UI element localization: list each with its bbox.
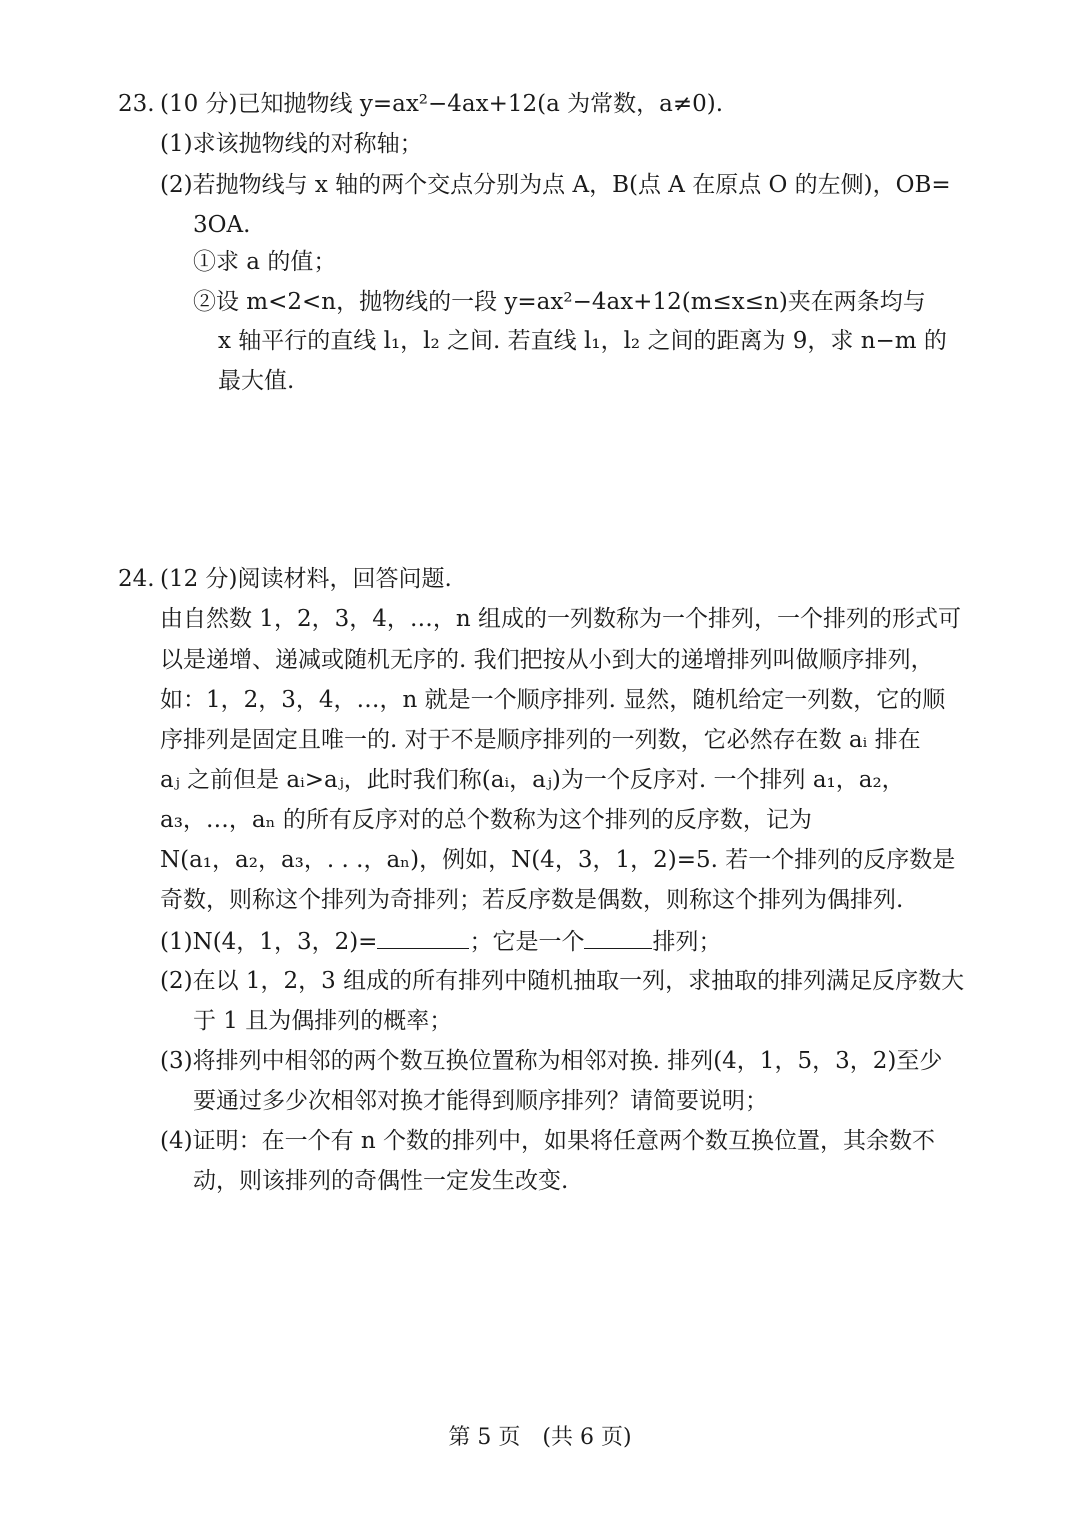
part-1-prefix: (1)N(4，1，3，2)= <box>160 929 378 955</box>
material-line: N(a₁，a₂，a₃，. . .，aₙ)，例如，N(4，3，1，2)=5. 若一个排列的反序数是 <box>160 847 956 873</box>
material-line: 序排列是固定且唯一的. 对于不是顺序排列的一列数，它必然存在数 aᵢ 排在 <box>160 727 921 753</box>
question-23-part-2: (2)若抛物线与 x 轴的两个交点分别为点 A，B(点 A 在原点 O 的左侧)，OB= <box>160 172 951 198</box>
question-23-number: 23. <box>118 91 155 117</box>
question-23-subpart-2-cont: x 轴平行的直线 l₁，l₂ 之间. 若直线 l₁，l₂ 之间的距离为 9，求 n−m 的 <box>218 328 947 354</box>
question-23-subpart-2-end: 最大值. <box>218 368 295 394</box>
material-line: 由自然数 1，2，3，4，…，n 组成的一列数称为一个排列，一个排列的形式可 <box>160 606 961 632</box>
question-23-part-2-cont: 3OA. <box>193 212 251 238</box>
answer-blank-parity[interactable] <box>584 926 652 949</box>
page-footer: 第 5 页 (共 6 页) <box>448 1425 632 1450</box>
question-24-intro: (12 分)阅读材料，回答问题. <box>160 566 452 592</box>
question-24-part-2-cont: 于 1 且为偶排列的概率； <box>193 1008 453 1034</box>
question-24-number: 24. <box>118 566 155 592</box>
material-line: 奇数，则称这个排列为奇排列；若反序数是偶数，则称这个排列为偶排列. <box>160 887 904 913</box>
part-1-mid: ；它是一个 <box>469 929 585 955</box>
question-23-subpart-2: ②设 m<2<n，抛物线的一段 y=ax²−4ax+12(m≤x≤n)夹在两条均与 <box>193 289 926 315</box>
question-23-part-1: (1)求该抛物线的对称轴； <box>160 131 423 157</box>
material-line: 以是递增、递减或随机无序的. 我们把按从小到大的递增排列叫做顺序排列， <box>160 647 934 673</box>
question-24-part-3-cont: 要通过多少次相邻对换才能得到顺序排列？请简要说明； <box>193 1088 768 1114</box>
material-line: a₃，…，aₙ 的所有反序对的总个数称为这个排列的反序数，记为 <box>160 807 812 833</box>
question-24-part-3: (3)将排列中相邻的两个数互换位置称为相邻对换. 排列(4，1，5，3，2)至少 <box>160 1048 943 1074</box>
question-23-stem: (10 分)已知抛物线 y=ax²−4ax+12(a 为常数，a≠0). <box>160 91 724 117</box>
question-23-subpart-1: ①求 a 的值； <box>193 249 337 275</box>
question-24-part-1 <box>160 926 721 957</box>
material-line: 如：1，2，3，4，…，n 就是一个顺序排列. 显然，随机给定一列数，它的顺 <box>160 687 946 713</box>
material-line: aⱼ 之前但是 aᵢ>aⱼ，此时我们称(aᵢ，aⱼ)为一个反序对. 一个排列 a₁，a₂， <box>160 767 905 793</box>
answer-blank-reverse-count[interactable] <box>377 926 469 949</box>
part-1-suffix: 排列； <box>652 929 722 955</box>
question-24-part-4: (4)证明：在一个有 n 个数的排列中，如果将任意两个数互换位置，其余数不 <box>160 1128 936 1154</box>
question-24-part-4-cont: 动，则该排列的奇偶性一定发生改变. <box>193 1168 569 1194</box>
question-24-part-2: (2)在以 1，2，3 组成的所有排列中随机抽取一列，求抽取的排列满足反序数大 <box>160 968 965 994</box>
